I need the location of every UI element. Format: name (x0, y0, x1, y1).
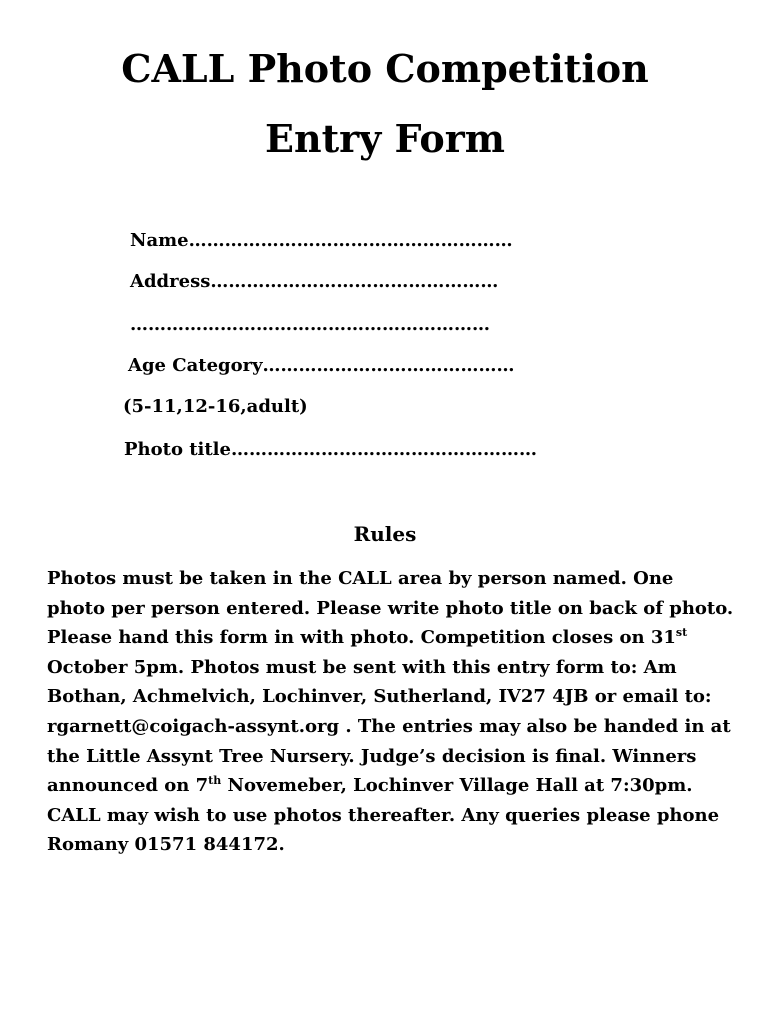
age-category-field: Age Category…………………………………… (128, 355, 515, 376)
rules-heading: Rules (353, 522, 417, 546)
ordinal-suffix-th: th (208, 774, 222, 788)
photo-title-field: Photo title…………………………………………… (124, 439, 537, 460)
rules-text-part3: Novemeber, Lochinver Village Hall at 7:30pm. CALL may wish to use photos thereafter. Any queries please phone Romany 01571 844172. (47, 775, 720, 856)
rules-text (47, 564, 737, 860)
ordinal-suffix-st: st (675, 626, 688, 640)
rules-text-part2: October 5pm. Photos must be sent with this entry form to: Am Bothan, Achmelvich, Lochinver, Sutherland, IV27 4JB or email to: rgarnett@coigach-assynt.org . The entries may also be handed in at the Little Assynt Tree Nursery. Judge’s decision is final. Winners announced on 7 (47, 656, 731, 797)
address-line-2: …………………………………………………… (130, 314, 490, 335)
name-field: Name……………………………………………… (130, 230, 513, 251)
page-title: CALL Photo Competition (121, 46, 649, 91)
rules-text-part1: Photos must be taken in the CALL area by person named. One photo per person entered. Please write photo title on back of photo. Please hand this form in with photo. Competition closes on 31 (47, 568, 734, 649)
address-field: Address………………………………………… (130, 271, 499, 292)
age-category-hint: (5-11,12-16,adult) (123, 396, 308, 417)
page-subtitle: Entry Form (265, 116, 505, 161)
